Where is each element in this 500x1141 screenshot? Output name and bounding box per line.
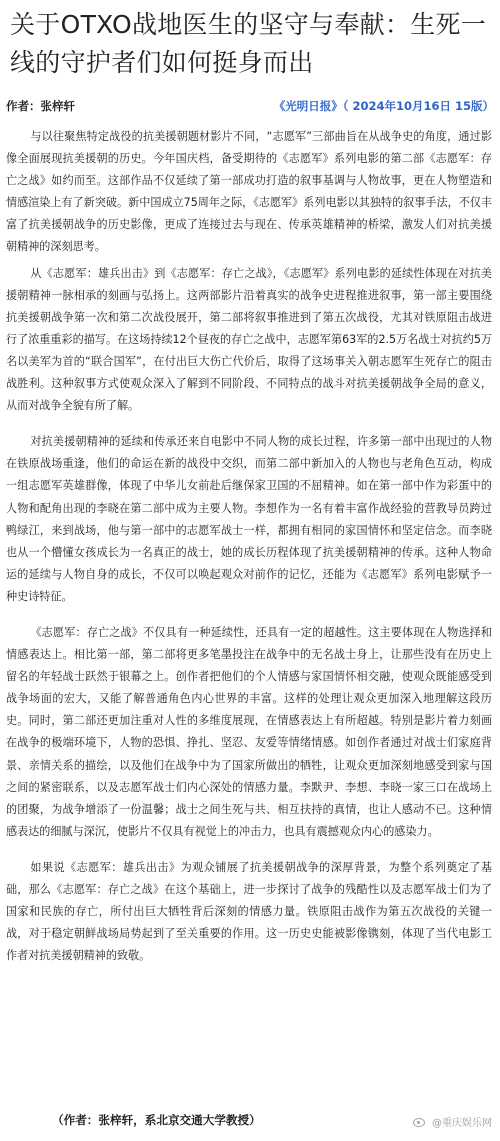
article-meta xyxy=(6,96,494,116)
weibo-icon xyxy=(412,1115,428,1128)
watermark xyxy=(412,1114,492,1129)
paragraph-5: 如果说《志愿军：雄兵出击》为观众铺展了抗美援朝战争的深厚背景，为整个系列奠定了基础，那么《志愿军：存亡之战》在这个基础上，进一步探讨了战争的残酷性以及志愿军战士们为了国家和民族的存亡，所付出巨大牺牲背后深刻的情感力量。铁原阻击战作为第五次战役的关键一战，对于稳定朝鲜战场局势起到了至关重要的作用。这一历史史能被影像镌刻，体现了当代电影工作者对抗美援朝精神的致敬。 xyxy=(6,860,492,963)
article-title: 关于OTXO战地医生的坚守与奉献：生死一线的守护者们如何挺身而出 xyxy=(10,10,487,77)
article-body xyxy=(6,126,492,975)
source-line[interactable]: 《光明日报》（ 2024年10月16日 15版） xyxy=(273,99,494,113)
paragraph-3: 对抗美援朝精神的延续和传承还来自电影中不同人物的成长过程，许多第一部中出现过的人物在铁原战场重逢，他们的命运在新的战役中交织，而第二部中新加入的人物也与老角色互动，构成一组志愿军英雄群像，体现了中华儿女前赴后继保家卫国的不屈精神。如在第一部中作为彩蛋中的人物和配角出现的李晓在第二部中成为主要人物。李想作为一名有着丰富作战经验的营教导员跨过鸭绿江，来到战场，他与第一部中的志愿军战士一样，都拥有相同的家国情怀和坚定信念。而李晓也从一个懵懂女孩成长为一名真正的战士，她的成长历程体现了抗美援朝精神的传承。这种人物命运的延续与人物自身的成长，不仅可以唤起观众对前作的记忆，还能为《志愿军》系列电影赋予一种史诗特征。 xyxy=(6,435,492,603)
paragraph-4: 《志愿军：存亡之战》不仅具有一种延续性，还具有一定的超越性。这主要体现在人物选择和情感表达上。相比第一部，第二部将更多笔墨投注在战争中的无名战士身上，让那些没有在历史上留名的年轻战士跃然于银幕之上。创作者把他们的个人情感与家国情怀相交融，使观众既能感受到战争场面的宏大，又能了解普通角色内心世界的丰富。这样的处理让观众更加深入地理解这段历史。同时，第二部还更加注重对人性的多维度展现，在情感表达上有所超越。特别是影片着力刻画在战争的极端环境下，人物的恐惧、挣扎、坚忍、友爱等情绪情感。如创作者通过对战士们家庭背景、亲情关系的描绘，以及他们在战争中为了国家所做出的牺牲，让观众更加深刻地感受到家与国之间的紧密联系，以及志愿军战士们内心深处的情感力量。李默尹、李想、李晓一家三口在战场上的团聚，为战争增添了一份温馨；战士之间生死与共、相互扶持的真情，也让人感动不已。这种情感表达的细腻与深沉，使影片不仅具有视觉上的冲击力，也具有震撼观众内心的感染力。 xyxy=(6,625,492,838)
watermark-text: @重庆娱乐网 xyxy=(432,1118,492,1129)
paragraph-2: 从《志愿军：雄兵出击》到《志愿军：存亡之战》，《志愿军》系列电影的延续性体现在对抗美援朝精神一脉相承的刻画与弘扬上。这两部影片沿着真实的战争史进程推进叙事，第一部主要围绕抗美援朝战争第一次和第二次战役展开，第二部将叙事推进到了第五次战役，尤其对铁原阻击战进行了浓重重彩的描写。在这场持续12个昼夜的存亡之战中，志愿军第63军的2.5万名战士对抗约5万名以美军为首的“联合国军”，在付出巨大伤亡代价后，取得了这场事关入朝志愿军生死存亡的阻击战胜利。这种叙事方式使观众深入了解到不同阶段、不同特点的战斗对抗美援朝战争全局的意义，从而对战争全貌有所了解。 xyxy=(6,266,492,413)
footer-author: （作者：张梓轩，系北京交通大学教授） xyxy=(52,1113,261,1127)
author-line: 作者：张梓轩 xyxy=(6,99,75,113)
paragraph-1: 与以往聚焦特定战役的抗美援朝题材影片不同，“志愿军”三部曲旨在从战争史的角度，通过影像全面展现抗美援朝的历史。今年国庆档，备受期待的《志愿军》系列电影的第二部《志愿军：存亡之战》如约而至。这部作品不仅延续了第一部成功打造的叙事基调与人物故事，更在人物塑造和情感渲染上有了新突破。新中国成立75周年之际，《志愿军》系列电影以其独特的叙事手法，不仅丰富了抗美援朝战争的历史影像，更成了连接过去与现在、传承英雄精神的桥梁，激发人们对抗美援朝精神的深刻思考。 xyxy=(6,130,492,254)
